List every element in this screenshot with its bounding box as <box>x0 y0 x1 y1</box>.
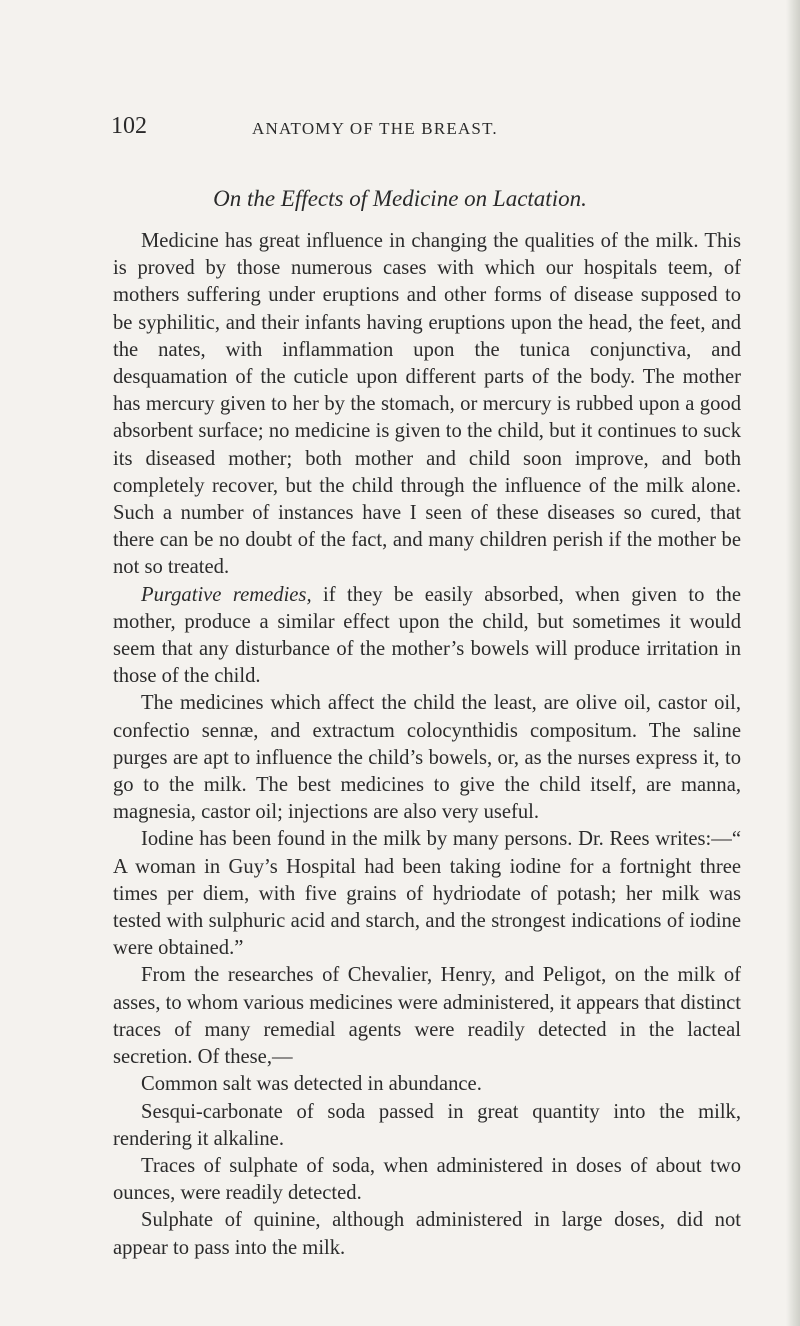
section-title: On the Effects of Medicine on Lactation. <box>213 186 587 211</box>
paragraph: Sulphate of quinine, although administered in large doses, did not appear to pass into the milk. <box>113 1209 741 1259</box>
paragraph: From the researches of Chevalier, Henry, and Peligot, on the milk of asses, to whom various medicines were administered, it appears that distinct traces of many remedial agents were readily detected in the lacteal secretion. Of these,— <box>113 964 741 1069</box>
body-text <box>113 228 741 1262</box>
paragraph: Common salt was detected in abundance. <box>141 1073 482 1096</box>
paragraph: Sesqui-carbonate of soda passed in great quantity into the milk, rendering it alkaline. <box>113 1100 741 1150</box>
running-head <box>111 113 751 143</box>
paragraph: The medicines which affect the child the least, are olive oil, castor oil, confectio sennæ, and extractum colocynthidis compositum. The saline purges are apt to influence the child’s bowels, or, as the nurses express it, to go to the milk. The best medicines to give the child itself, are manna, magnesia, castor oil; injections are also very useful. <box>113 692 741 824</box>
italic-lead: Purgative remedies, <box>141 583 312 606</box>
paragraph: Medicine has great influence in changing the qualities of the milk. This is proved by those numerous cases with which our hospitals teem, of mothers suffering under eruptions and other forms of disease supposed to be syphilitic, and their infants having eruptions upon the head, the feet, and the nates, with inflammation upon the tunica conjunctiva, and desquamation of the cuticle upon different parts of the body. The mother has mercury given to her by the stomach, or mercury is rubbed upon a good absorbent surface; no medicine is given to the child, but it continues to suck its diseased mother; both mother and child soon improve, and both completely recover, but the child through the influence of the milk alone. Such a number of instances have I seen of these diseases so cured, that there can be no doubt of the fact, and many children perish if the mother be not so treated. <box>113 230 741 579</box>
paragraph: Purgative remedies, if they be easily absorbed, when given to the mother, produce a similar effect upon the child, but sometimes it would seem that any disturbance of the mother’s bowels will produce irritation in those of the child. <box>113 583 741 688</box>
paragraph: Traces of sulphate of soda, when administered in doses of about two ounces, were readily detected. <box>113 1154 741 1205</box>
paragraph: Iodine has been found in the milk by many persons. Dr. Rees writes:—“ A woman in Guy’s Hospital had been taking iodine for a fortnight three times per diem, with five grains of hydriodate of potash; her milk was tested with sulphuric acid and starch, and the strongest indications of iodine were obtained.” <box>113 828 741 960</box>
page-number: 102 <box>111 113 147 139</box>
running-title: ANATOMY OF THE BREAST. <box>252 119 498 138</box>
